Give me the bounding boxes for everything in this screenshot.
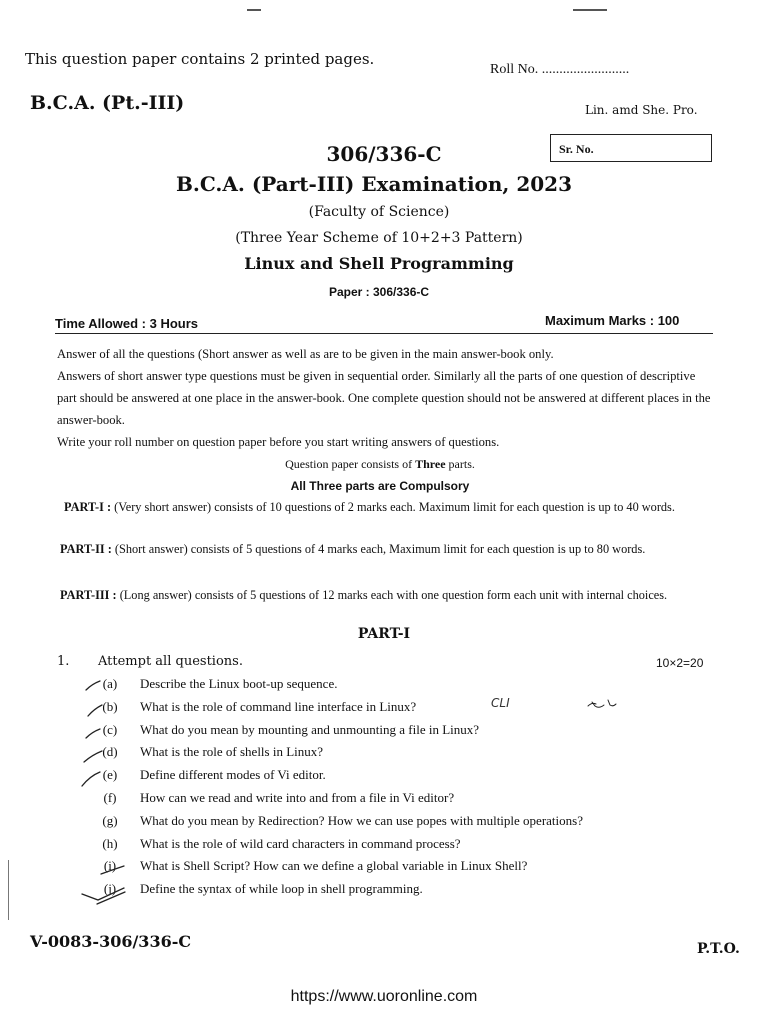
tick-mark xyxy=(88,705,102,716)
tick-mark xyxy=(82,888,124,900)
scheme-line: (Three Year Scheme of 10+2+3 Pattern) xyxy=(235,230,523,246)
handwritten-note: CLI xyxy=(491,696,510,710)
faculty-line: (Faculty of Science) xyxy=(308,204,450,220)
maximum-marks: Maximum Marks : 100 xyxy=(545,313,680,328)
subject-short-name: Lin. amd She. Pro. xyxy=(585,103,698,117)
tick-mark xyxy=(86,681,100,690)
question-marks: 10×2=20 xyxy=(656,656,704,670)
serial-number-label: Sr. No. xyxy=(559,142,594,156)
instruction-line: Answer of all the questions (Short answer as well as are to be given in the main answer-book only. xyxy=(57,347,554,361)
section-heading: PART-I xyxy=(357,626,411,642)
three-parts-note: Question paper consists of Three parts. xyxy=(285,457,475,471)
pto-note: P.T.O. xyxy=(697,941,740,957)
paper-line: Paper : 306/336-C xyxy=(328,285,430,299)
course-short-title: B.C.A. (Pt.-III) xyxy=(30,92,185,114)
question-instruction: Attempt all questions. xyxy=(98,654,243,669)
question-number: 1. xyxy=(57,654,70,669)
scribble-mark xyxy=(588,700,616,707)
footer-paper-code: V-0083-306/336-C xyxy=(30,932,192,951)
tick-mark xyxy=(84,751,102,762)
part-description: PART-I : (Very short answer) consists of 10 questions of 2 marks each. Maximum limit for each question is up to 40 words. xyxy=(64,500,675,514)
scan-edge-line xyxy=(8,860,9,920)
tick-mark xyxy=(82,772,100,786)
exam-title: B.C.A. (Part-III) Examination, 2023 xyxy=(175,172,573,196)
part-description: PART-II : (Short answer) consists of 5 questions of 4 marks each, Maximum limit for each question is up to 80 words. xyxy=(60,542,646,556)
tick-mark xyxy=(86,729,100,738)
tick-mark xyxy=(101,866,124,874)
instruction-line: Answers of short answer type questions must be given in sequential order. Similarly all the parts of one question of descriptive part should be answered at one place in the answer-book. One complete question should not be answered at different places in the answer-book. xyxy=(57,369,711,427)
part-description: PART-III : (Long answer) consists of 5 questions of 12 marks each with one question form each unit with internal choices. xyxy=(60,588,668,602)
instruction-line: Write your roll number on question paper before you start writing answers of questions. xyxy=(57,435,500,449)
time-allowed: Time Allowed : 3 Hours xyxy=(55,316,199,331)
source-url: https://www.uoronline.com xyxy=(290,988,478,1005)
paper-code: 306/336-C xyxy=(326,142,442,166)
subject-title: Linux and Shell Programming xyxy=(244,254,514,273)
roll-number-field: Roll No. ......................... xyxy=(490,62,630,77)
printed-pages-note: This question paper contains 2 printed pages. xyxy=(25,50,375,68)
compulsory-note: All Three parts are Compulsory xyxy=(290,479,470,493)
